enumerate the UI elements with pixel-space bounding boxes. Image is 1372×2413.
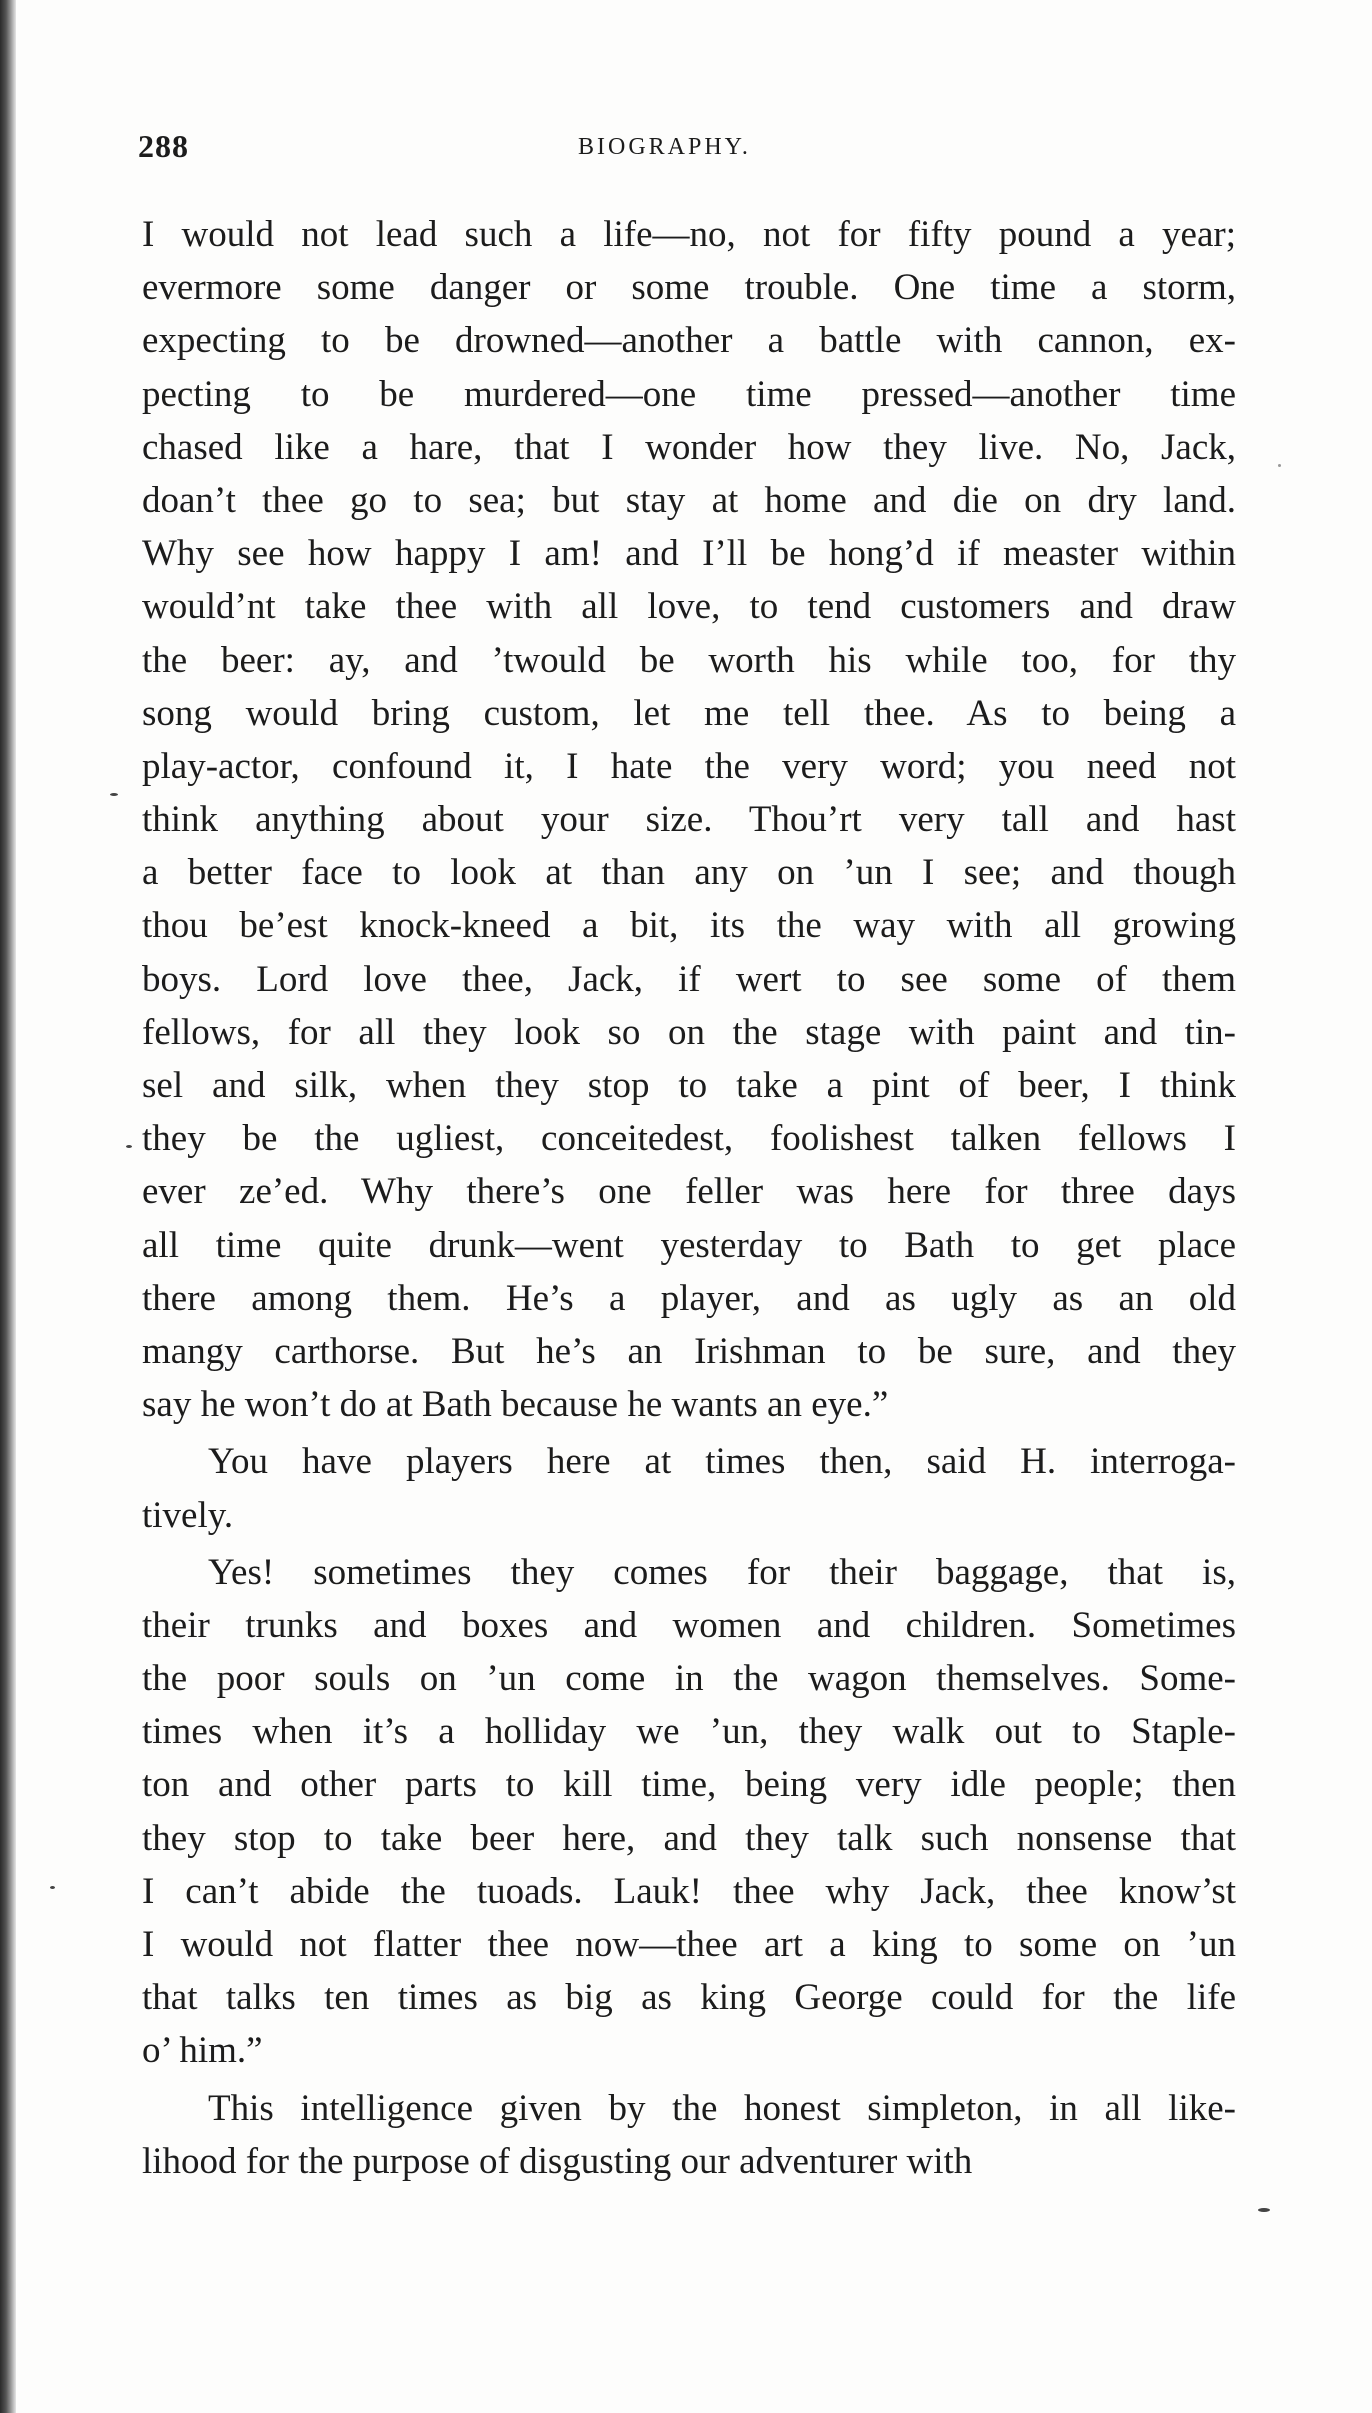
text-line: o’ him.”	[142, 2030, 263, 2072]
text-line: say he won’t do at Bath because he wants an eye.”	[142, 1384, 889, 1426]
text-line: boys. Lord love thee, Jack, if wert to see some of them	[142, 958, 1236, 1000]
ink-speck	[1258, 2208, 1270, 2212]
ink-speck	[50, 1886, 55, 1889]
text-line: the beer: ay, and ’twould be worth his while too, for thy	[142, 639, 1236, 681]
text-line: I would not lead such a life—no, not for fifty pound a year;	[142, 214, 1236, 255]
text-line: there among them. He’s a player, and as ugly as an old	[142, 1277, 1236, 1319]
text-line: I can’t abide the tuoads. Lauk! thee why Jack, thee know’st	[142, 1870, 1236, 1912]
paragraph	[142, 208, 1236, 1431]
text-line: doan’t thee go to sea; but stay at home and die on dry land.	[142, 479, 1236, 521]
text-line: tively.	[142, 1494, 234, 1536]
text-line: song would bring custom, let me tell thee. As to being a	[142, 692, 1236, 734]
text-line: play-actor, confound it, I hate the very word; you need not	[142, 745, 1236, 787]
text-line: would’nt take thee with all love, to tend customers and draw	[142, 586, 1236, 628]
text-line: ton and other parts to kill time, being very idle people; then	[142, 1764, 1236, 1806]
text-line: pecting to be murdered—one time pressed—another time	[142, 373, 1236, 415]
text-line: evermore some danger or some trouble. One time a storm,	[142, 267, 1236, 309]
text-line: lihood for the purpose of disgusting our adventurer with	[142, 2140, 973, 2182]
text-line: the poor souls on ’un come in the wagon themselves. Some-	[142, 1658, 1236, 1700]
text-line: all time quite drunk—went yesterday to Bath to get place	[142, 1224, 1236, 1266]
text-line: This intelligence given by the honest simpleton, in all like-	[208, 2087, 1236, 2129]
text-line: thou be’est knock-kneed a bit, its the way with all growing	[142, 905, 1236, 947]
text-line: times when it’s a holliday we ’un, they walk out to Staple-	[142, 1711, 1236, 1753]
text-line: Why see how happy I am! and I’ll be hong’d if measter within	[142, 533, 1236, 575]
text-line: think anything about your size. Thou’rt very tall and hast	[142, 799, 1236, 841]
text-line: their trunks and boxes and women and children. Sometimes	[142, 1604, 1236, 1646]
text-line: a better face to look at than any on ’un I see; and though	[142, 852, 1236, 894]
page-binding-edge	[0, 0, 16, 2413]
ink-speck	[110, 793, 118, 796]
ink-speck	[1278, 464, 1281, 467]
text-line: fellows, for all they look so on the stage with paint and tin-	[142, 1011, 1236, 1053]
running-head	[138, 128, 1238, 178]
text-line: expecting to be drowned—another a battle with cannon, ex-	[142, 320, 1236, 362]
paragraph	[142, 2082, 1236, 2188]
text-line: that talks ten times as big as king George could for the life	[142, 1977, 1236, 2019]
text-line: I would not flatter thee now—thee art a king to some on ’un	[142, 1924, 1236, 1965]
text-line: they stop to take beer here, and they talk such nonsense that	[142, 1817, 1236, 1859]
text-line: they be the ugliest, conceitedest, foolishest talken fellows I	[142, 1118, 1236, 1160]
ink-speck	[126, 1145, 132, 1148]
text-line: sel and silk, when they stop to take a pint of beer, I think	[142, 1065, 1236, 1106]
text-line: Yes! sometimes they comes for their baggage, that is,	[208, 1551, 1236, 1593]
text-line: chased like a hare, that I wonder how they live. No, Jack,	[142, 426, 1236, 468]
paragraph	[142, 1435, 1236, 1541]
text-line: You have players here at times then, said H. interroga-	[208, 1441, 1236, 1483]
page-number: 288	[138, 128, 189, 164]
body-text	[142, 208, 1236, 2188]
running-title: BIOGRAPHY.	[578, 134, 751, 160]
text-line: ever ze’ed. Why there’s one feller was here for three days	[142, 1171, 1236, 1213]
text-line: mangy carthorse. But he’s an Irishman to be sure, and they	[142, 1330, 1236, 1372]
paragraph	[142, 1546, 1236, 2078]
